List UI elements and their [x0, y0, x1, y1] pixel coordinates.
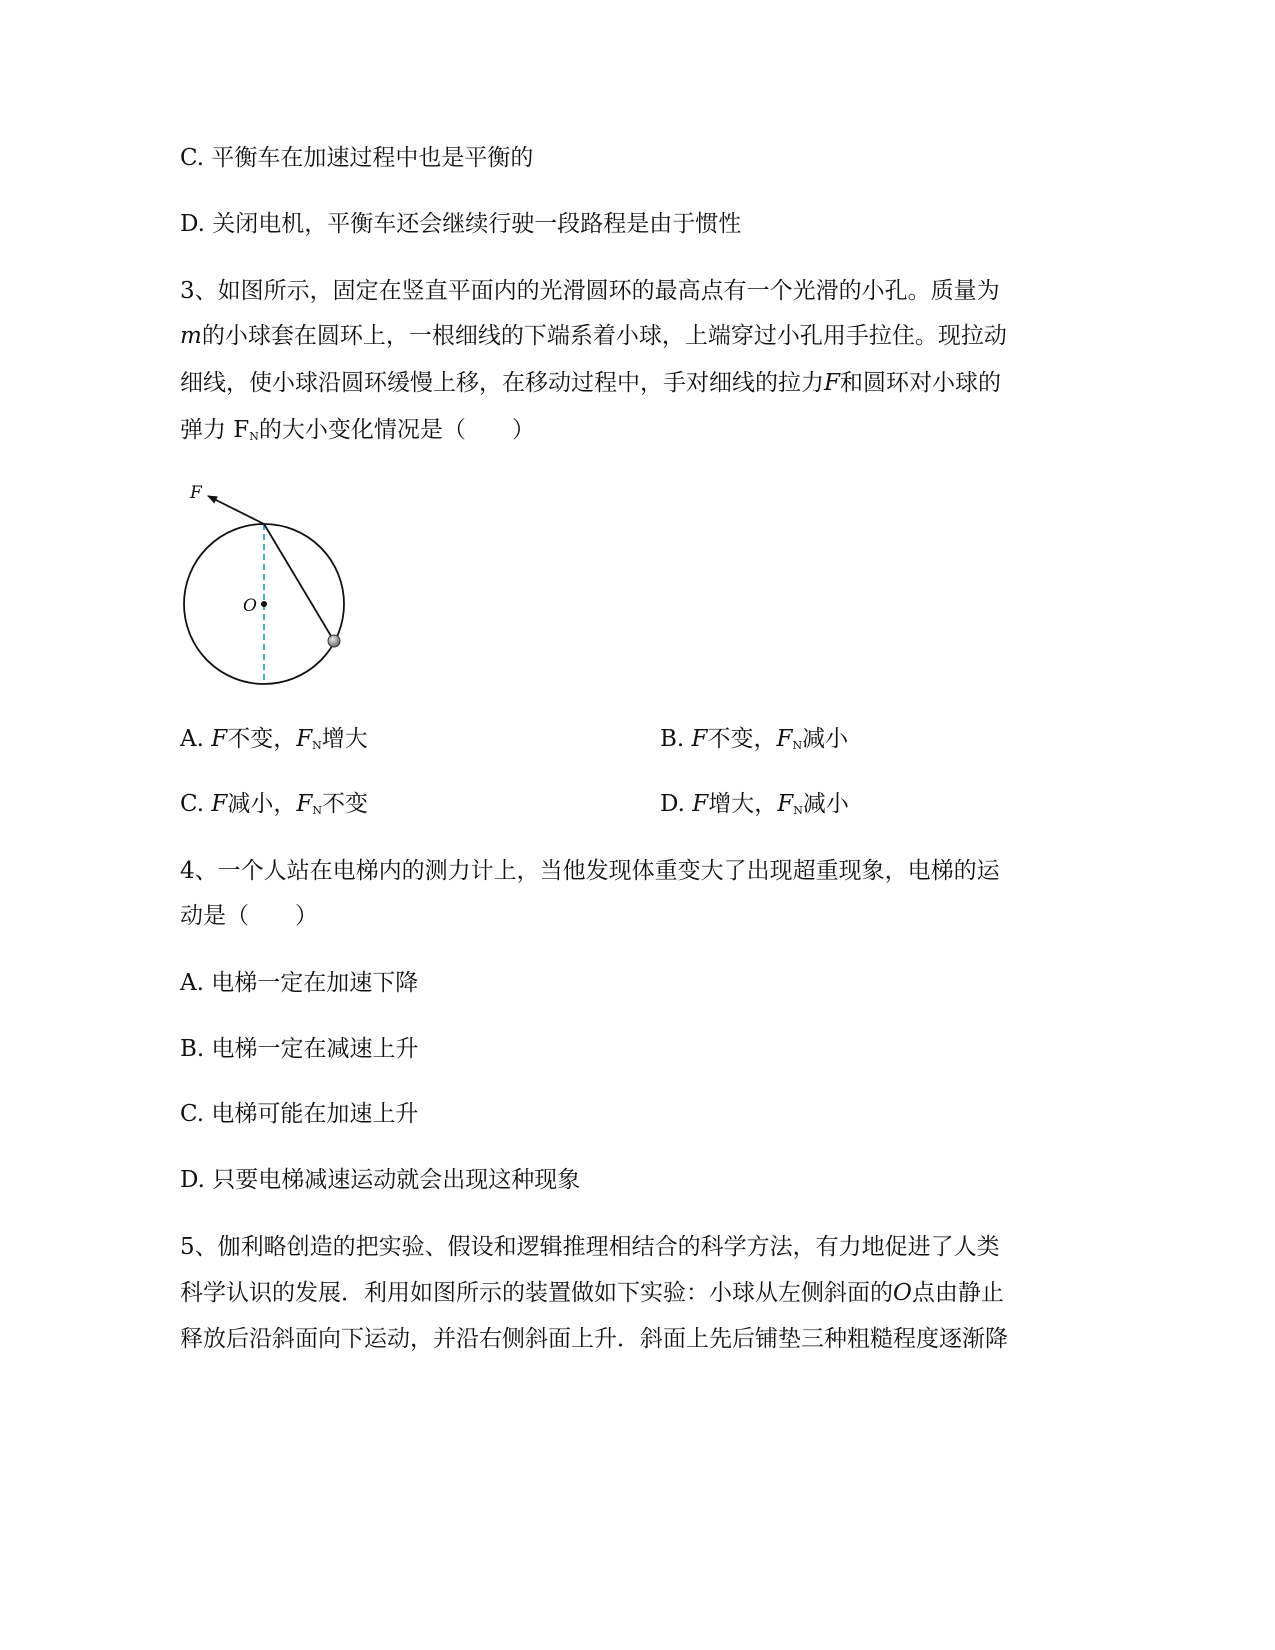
q4-option-a: A. 电梯一定在加速下降 [180, 970, 419, 996]
q5-stem-line-2a: 科学认识的发展．利用如图所示的装置做如下实验：小球从左侧斜面的 [180, 1280, 893, 1306]
option-d-prefix: D. [660, 791, 693, 817]
option-d-force: F [692, 791, 709, 817]
q2-option-c: C. 平衡车在加速过程中也是平衡的 [180, 145, 534, 171]
option-c-mid: 减小， [227, 791, 297, 817]
q2-option-d: D. 关闭电机，平衡车还会继续行驶一段路程是由于惯性 [180, 211, 742, 237]
center-label: O [243, 596, 257, 616]
option-a-normal-force: F [296, 726, 313, 752]
q5-stem-line-2 [180, 1278, 1004, 1308]
q5-stem-line-1: 5、伽利略创造的把实验、假设和逻辑推理相结合的科学方法，有力地促进了人类 [180, 1234, 1000, 1260]
pull-force-arrow [208, 496, 264, 524]
option-a-mid: 不变， [227, 726, 297, 752]
q4-option-b: B. 电梯一定在减速上升 [180, 1036, 419, 1062]
option-a-tail: 增大 [321, 726, 368, 752]
string-segment [264, 524, 334, 641]
option-b-subscript: N [792, 739, 803, 752]
center-point [261, 601, 267, 607]
option-c-prefix: C. [180, 791, 212, 817]
q3-stem-line-1: 3、如图所示，固定在竖直平面内的光滑圆环的最高点有一个光滑的小孔。质量为 [180, 278, 1000, 304]
option-a-prefix: A. [180, 726, 212, 752]
small-ball [328, 635, 340, 647]
option-b-force: F [691, 726, 708, 752]
option-b-normal-force: F [776, 726, 793, 752]
q4-stem-line-2: 动是（ ） [180, 903, 318, 929]
point-o-symbol: O [893, 1280, 912, 1306]
option-a-force: F [211, 726, 228, 752]
option-c-subscript: N [312, 804, 322, 817]
option-d-subscript: N [793, 804, 803, 817]
option-c-normal-force: F [296, 791, 313, 817]
q4-stem-line-1: 4、一个人站在电梯内的测力计上，当他发现体重变大了出现超重现象，电梯的运 [180, 858, 1000, 884]
q3-option-b [660, 724, 848, 761]
q3-stem-line-4b: 的大小变化情况是（ ） [258, 417, 535, 443]
q3-option-c [180, 789, 368, 826]
option-d-normal-force: F [777, 791, 794, 817]
q5-stem-line-2b: 点由静止 [911, 1280, 1004, 1306]
option-d-mid: 增大， [708, 791, 778, 817]
force-label: F [190, 483, 202, 503]
option-b-prefix: B. [660, 726, 692, 752]
q3-stem-line-3 [180, 368, 1001, 398]
q4-option-c: C. 电梯可能在加速上升 [180, 1101, 419, 1127]
q3-stem-line-3a: 细线，使小球沿圆环缓慢上移，在移动过程中，手对细线的拉力 [180, 370, 824, 396]
option-c-tail: 不变 [321, 791, 368, 817]
mass-symbol: m [180, 323, 202, 349]
option-c-force: F [211, 791, 228, 817]
force-symbol: F [824, 370, 840, 396]
option-d-tail: 减小 [802, 791, 849, 817]
q3-stem-line-4a: 弹力 F [180, 417, 250, 443]
q3-stem-line-4 [180, 415, 535, 452]
normal-force-subscript: N [249, 430, 259, 443]
q4-option-d: D. 只要电梯减速运动就会出现这种现象 [180, 1167, 581, 1193]
q3-stem-line-2 [180, 321, 1007, 351]
q3-option-a [180, 724, 368, 761]
option-b-tail: 减小 [802, 726, 849, 752]
q3-stem-line-3b: 和圆环对小球的 [839, 370, 1001, 396]
option-a-subscript: N [312, 739, 322, 752]
q3-option-d [660, 789, 849, 826]
q3-stem-line-2-text: 的小球套在圆环上，一根细线的下端系着小球，上端穿过小孔用手拉住。现拉动 [201, 323, 1007, 349]
ring-force-diagram [170, 470, 370, 690]
q5-stem-line-3: 释放后沿斜面向下运动，并沿右侧斜面上升．斜面上先后铺垫三种粗糙程度逐渐降 [180, 1326, 1008, 1352]
option-b-mid: 不变， [707, 726, 777, 752]
